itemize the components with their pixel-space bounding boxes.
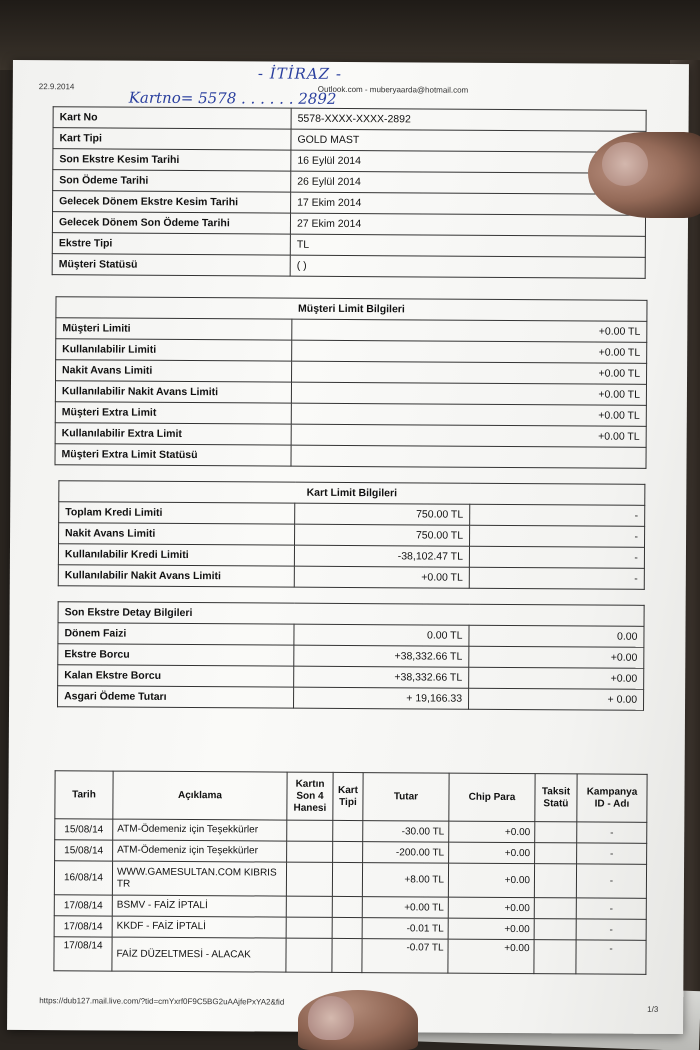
tx-chip: +0.00 [448,939,534,974]
row-label: Nakit Avans Limiti [59,523,295,545]
row-label: Kullanılabilir Nakit Avans Limiti [55,381,291,403]
tx-card-type [332,938,362,972]
tx-amount: +8.00 TL [362,863,448,898]
card-info-table [52,106,647,279]
col-last4: Kartın Son 4 Hanesi [287,772,333,820]
footer-url: https://dub127.mail.live.com/?tid=cmYxrf0F9C5BG2uAAjfePxYA2&fid [39,996,285,1007]
row-value: +0.00 TL [291,403,646,426]
tx-date: 17/08/14 [54,895,112,916]
row-value-2: +0.00 [469,667,644,689]
table-row [54,937,646,975]
tx-amount: -200.00 TL [363,842,449,864]
col-campaign: Kampanya ID - Adı [577,774,647,822]
tx-description: FAİZ DÜZELTMESİ - ALACAK [112,937,286,972]
col-amount: Tutar [363,773,449,822]
section-title: Kart Limit Bilgileri [59,481,645,506]
col-date: Tarih [55,771,113,819]
row-value: 16 Eylül 2014 [291,150,646,173]
row-value: +0.00 TL [292,319,647,342]
page-number: 1/3 [647,1004,659,1014]
tx-card-type [332,917,362,938]
row-label: Müşteri Statüsü [52,254,290,276]
row-value: +38,332.66 TL [294,645,469,667]
tx-last4 [286,917,332,938]
row-label: Nakit Avans Limiti [56,360,292,382]
col-installment: Taksit Statü [535,774,577,822]
row-label: Kullanılabilir Nakit Avans Limiti [58,565,294,587]
row-value-2: - [469,567,644,589]
tx-amount: -30.00 TL [363,821,449,843]
tx-campaign: - [576,919,646,940]
tx-installment [534,940,576,974]
tx-installment [534,898,576,919]
tx-amount: -0.07 TL [362,939,448,974]
row-value: + 19,166.33 [294,687,469,709]
row-label: Gelecek Dönem Ekstre Kesim Tarihi [53,191,291,213]
tx-installment [535,843,577,864]
tx-description: BSMV - FAİZ İPTALİ [112,895,286,917]
tx-description: WWW.GAMESULTAN.COM KIBRIS TR [112,861,286,896]
tx-date: 17/08/14 [54,937,112,971]
row-value: +0.00 TL [291,382,646,405]
row-label: Kullanılabilir Kredi Limiti [58,544,294,566]
tx-campaign: - [576,898,646,919]
row-value: GOLD MAST [291,129,646,152]
email-header: Outlook.com - muberyaarda@hotmail.com [317,84,469,95]
tx-date: 17/08/14 [54,916,112,937]
row-label: Son Ekstre Kesim Tarihi [53,149,291,171]
row-label: Ekstre Tipi [52,233,290,255]
background-top [0,0,700,70]
row-label: Toplam Kredi Limiti [59,502,295,524]
row-value-2: +0.00 [469,646,644,668]
col-chip: Chip Para [449,773,535,822]
row-label: Asgari Ödeme Tutarı [58,686,294,708]
tx-chip: +0.00 [448,863,534,898]
col-card-type: Kart Tipi [333,772,363,820]
tx-last4 [287,841,333,862]
row-value: 27 Ekim 2014 [290,213,645,236]
tx-last4 [286,862,332,896]
tx-description: KKDF - FAİZ İPTALİ [112,916,286,938]
row-value: +0.00 TL [294,566,469,588]
tx-chip: +0.00 [448,918,534,940]
row-value: +38,332.66 TL [294,666,469,688]
tx-card-type [332,862,362,896]
row-value-2: - [469,546,644,568]
table-row [52,254,645,279]
row-value: 0.00 TL [294,624,469,646]
statement-paper [7,60,689,1034]
row-label: Kalan Ekstre Borcu [58,665,294,687]
customer-limit-table [54,296,647,469]
table-row [54,861,646,899]
row-value: +0.00 TL [292,340,647,363]
tx-chip: +0.00 [448,897,534,919]
transactions-table [53,770,647,975]
tx-description: ATM-Ödemeniz için Teşekkürler [113,819,287,841]
section-title: Son Ekstre Detay Bilgileri [58,602,644,627]
handwritten-card-number: Kartno= 5578 . . . . . . 2892 [128,88,337,108]
tx-description: ATM-Ödemeniz için Teşekkürler [113,840,287,862]
row-label: Müşteri Limiti [56,318,292,340]
tx-chip: +0.00 [449,821,535,843]
row-label: Kullanılabilir Extra Limit [55,423,291,445]
table-header-row [55,771,647,823]
tx-date: 16/08/14 [54,861,112,895]
row-label: Müşteri Extra Limit [55,402,291,424]
row-value: 5578-XXXX-XXXX-2892 [291,108,646,131]
tx-date: 15/08/14 [55,840,113,861]
table-row [55,444,646,469]
row-value: -38,102.47 TL [294,545,469,567]
row-value: +0.00 TL [292,361,647,384]
row-value: 750.00 TL [295,503,470,525]
row-value: +0.00 TL [291,424,646,447]
thumbnail-right [602,142,648,186]
tx-last4 [286,896,332,917]
row-label: Kart Tipi [53,128,291,150]
handwritten-title: - İTİRAZ - [257,64,343,83]
section-title: Müşteri Limit Bilgileri [56,297,647,322]
tx-campaign: - [576,940,646,974]
thumbnail-bottom [308,996,354,1040]
row-value: 17 Ekim 2014 [291,192,646,215]
row-value: ( ) [290,255,645,278]
row-value-2: - [470,525,645,547]
tx-card-type [333,841,363,862]
tx-campaign: - [577,843,647,864]
row-label: Ekstre Borcu [58,644,294,666]
row-label: Kart No [53,107,291,129]
tx-campaign: - [577,822,647,843]
print-date: 22.9.2014 [38,82,75,92]
row-label: Son Ödeme Tarihi [53,170,291,192]
table-row [58,686,644,711]
row-value: 750.00 TL [295,524,470,546]
row-label: Kullanılabilir Limiti [56,339,292,361]
tx-chip: +0.00 [449,842,535,864]
row-label: Müşteri Extra Limit Statüsü [55,444,291,466]
row-value-2: - [470,504,645,526]
row-label: Dönem Faizi [58,623,294,645]
tx-campaign: - [576,864,646,898]
row-value-2: + 0.00 [469,688,644,710]
statement-detail-table [57,601,645,711]
row-value-2: 0.00 [469,625,644,647]
tx-last4 [287,820,333,841]
table-row [58,565,644,590]
row-label: Gelecek Dönem Son Ödeme Tarihi [52,212,290,234]
tx-installment [535,822,577,843]
row-value: 26 Eylül 2014 [291,171,646,194]
tx-installment [534,919,576,940]
col-description: Açıklama [113,771,287,820]
tx-last4 [286,938,332,972]
tx-card-type [333,820,363,841]
row-value [291,445,646,468]
tx-installment [534,864,576,898]
tx-card-type [332,896,362,917]
row-value: TL [290,234,645,257]
card-limit-table [58,480,646,590]
tx-amount: +0.00 TL [362,897,448,919]
tx-date: 15/08/14 [55,819,113,840]
tx-amount: -0.01 TL [362,918,448,940]
